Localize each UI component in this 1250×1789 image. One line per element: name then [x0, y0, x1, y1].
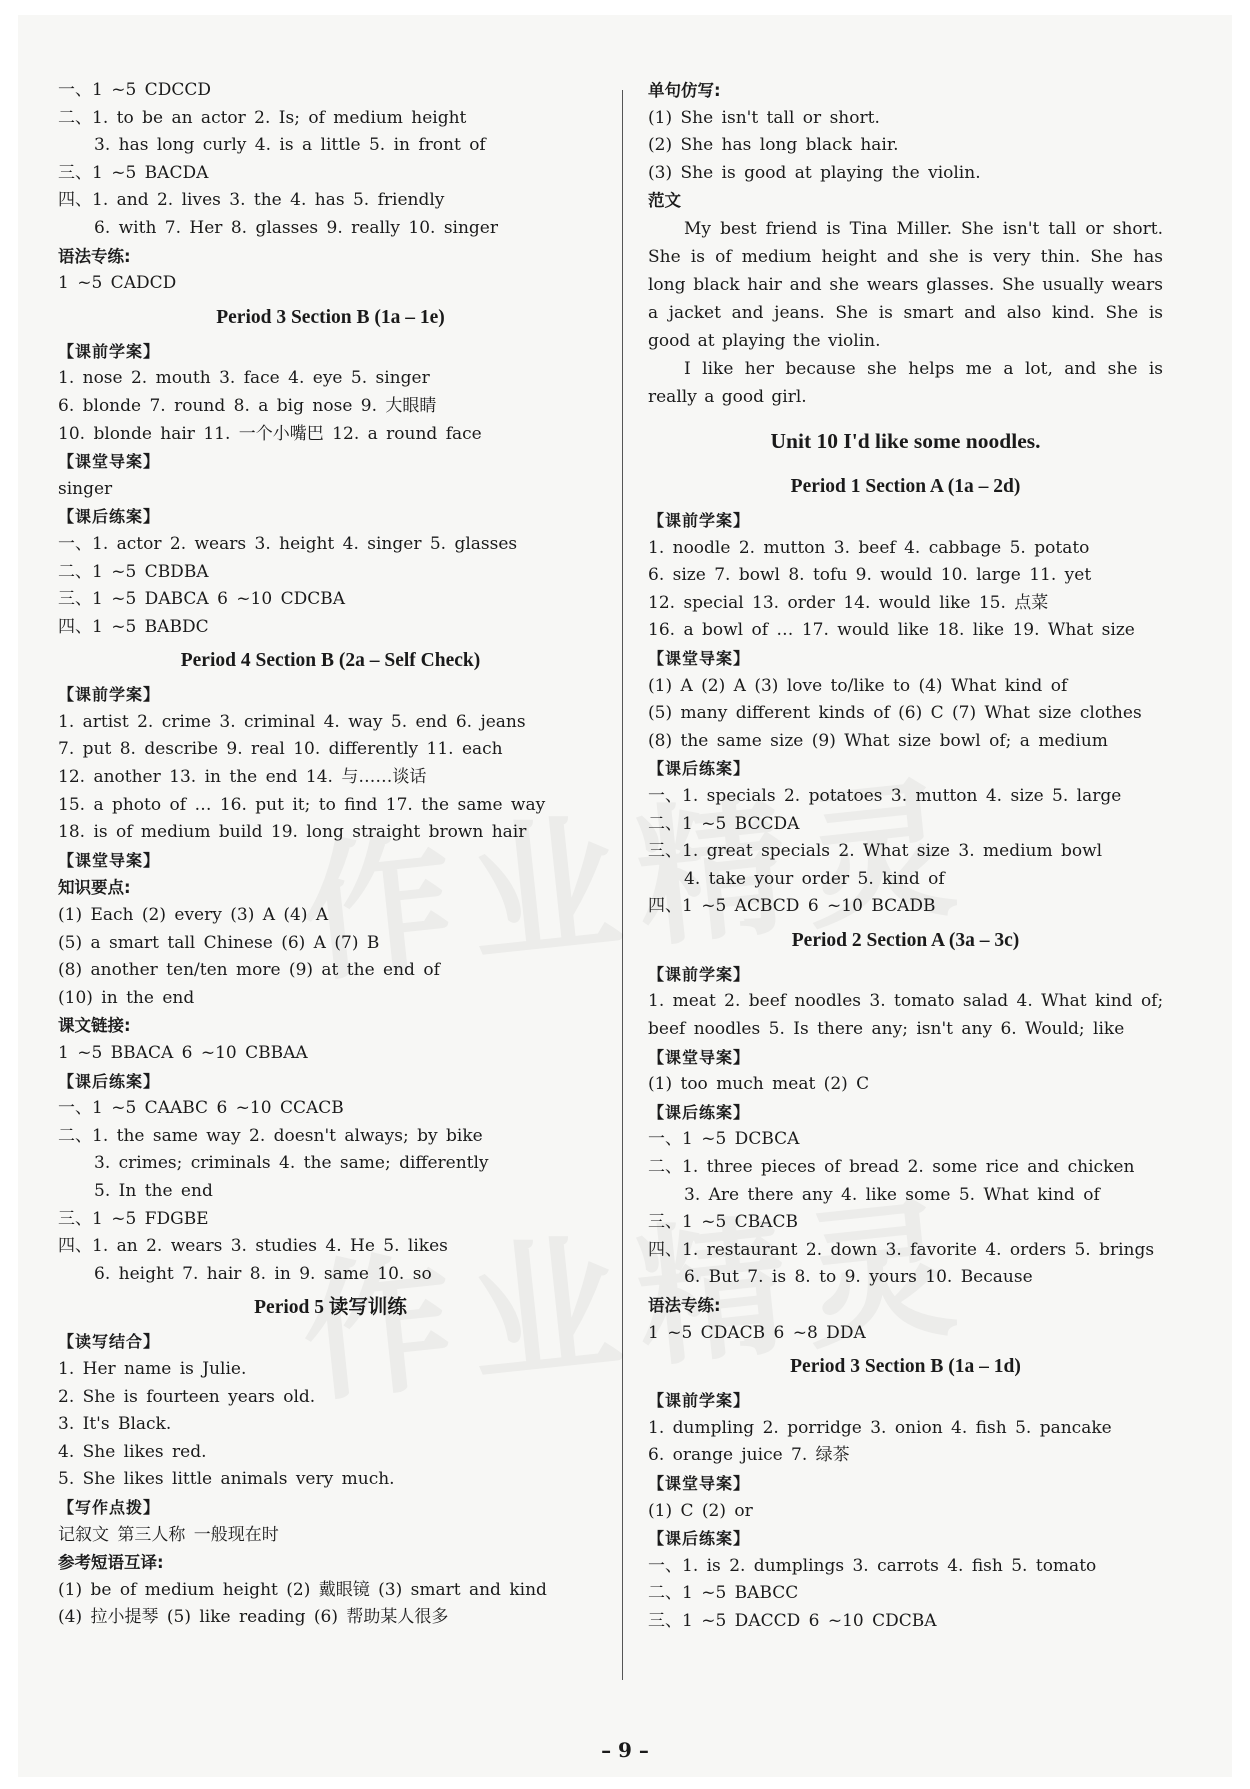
answer-line: 三、1 ~5 BACDA [58, 162, 209, 183]
section-label: 【课前学案】 [648, 510, 751, 530]
answer-line: 3. has long curly 4. is a little 5. in front of [94, 135, 486, 156]
answer-line: 二、1 ~5 BCCDA [648, 813, 800, 834]
answer-line: 16. a bowl of … 17. would like 18. like 19. What size [648, 620, 1135, 641]
answer-line: 一、1 ~5 CAABC 6 ~10 CCACB [58, 1098, 344, 1119]
answer-line: 二、1 ~5 CBDBA [58, 561, 209, 582]
answer-line: 12. special 13. order 14. would like 15. 点菜 [648, 592, 1049, 613]
answer-line: (2) She has long black hair. [648, 135, 899, 156]
answer-line: 一、1. is 2. dumplings 3. carrots 4. fish 5. tomato [648, 1555, 1097, 1576]
right-column [648, 77, 1163, 1636]
answer-line: 7. put 8. describe 9. real 10. differently 11. each [58, 739, 503, 760]
subsection-label: 知识要点: [58, 878, 131, 898]
answer-line: 3. Are there any 4. like some 5. What kind of [684, 1184, 1100, 1205]
section-label: 【课前学案】 [648, 1391, 751, 1411]
answer-line: (5) many different kinds of (6) C (7) What size clothes [648, 703, 1142, 724]
answer-line: 1. dumpling 2. porridge 3. onion 4. fish 5. pancake [648, 1417, 1112, 1438]
answer-line: 15. a photo of … 16. put it; to find 17. the same way [58, 794, 546, 815]
answer-line: (1) She isn't tall or short. [648, 107, 880, 128]
period-heading: Period 2 Section A (3a – 3c) [791, 929, 1020, 951]
answer-line: (3) She is good at playing the violin. [648, 162, 981, 183]
answer-line: 18. is of medium build 19. long straight brown hair [58, 822, 527, 843]
answer-line: (4) 拉小提琴 (5) like reading (6) 帮助某人很多 [58, 1607, 449, 1628]
answer-line: 四、1 ~5 BABDC [58, 616, 209, 637]
subsection-label: 课文链接: [58, 1016, 131, 1036]
answer-line: 一、1. actor 2. wears 3. height 4. singer 5. glasses [58, 533, 518, 554]
subsection-label: 语法专练: [648, 1296, 721, 1315]
answer-line: (8) the same size (9) What size bowl of; a medium [648, 730, 1108, 751]
period-heading: Period 5 读写训练 [254, 1297, 407, 1319]
answer-line: 1 ~5 CADCD [58, 273, 177, 294]
answer-line: beef noodles 5. Is there any; isn't any 6. Would; like [648, 1019, 1125, 1040]
answer-line: 3. It's Black. [58, 1414, 172, 1435]
unit-heading: Unit 10 I'd like some noodles. [770, 428, 1041, 453]
answer-line: singer [58, 478, 113, 499]
section-label: 【课堂导案】 [58, 452, 161, 472]
answer-line: 6. with 7. Her 8. glasses 9. really 10. singer [94, 217, 498, 238]
answer-line: 5. She likes little animals very much. [58, 1469, 395, 1490]
period-heading: Period 4 Section B (2a – Self Check) [180, 650, 481, 672]
section-label: 【课后练案】 [648, 1529, 751, 1549]
answer-page [18, 15, 1232, 1777]
answer-line: 10. blonde hair 11. 一个小嘴巴 12. a round face [58, 423, 482, 444]
answer-line: (1) A (2) A (3) love to/like to (4) What kind of [648, 675, 1068, 696]
answer-line: (5) a smart tall Chinese (6) A (7) B [58, 932, 380, 953]
section-label: 【课堂导案】 [58, 850, 161, 870]
answer-line: 四、1. restaurant 2. down 3. favorite 4. orders 5. brings [648, 1239, 1155, 1260]
period-heading: Period 1 Section A (1a – 2d) [790, 475, 1021, 497]
subsection-label: 语法专练: [58, 246, 131, 266]
answer-line: (8) another ten/ten more (9) at the end of [58, 960, 440, 981]
answer-line: 记叙文 第三人称 一般现在时 [58, 1524, 279, 1545]
answer-line: 四、1. an 2. wears 3. studies 4. He 5. likes [58, 1236, 448, 1257]
section-label: 【课堂导案】 [648, 1473, 751, 1493]
section-label: 【课后练案】 [648, 1102, 751, 1122]
answer-line: 三、1 ~5 DACCD 6 ~10 CDCBA [648, 1610, 937, 1631]
subsection-label: 单句仿写: [648, 81, 721, 100]
paragraph: I like her because she helps me a lot, and she is really a good girl. [648, 358, 1163, 407]
answer-line: (1) C (2) or [648, 1500, 753, 1521]
page-number: – 9 – [601, 1738, 649, 1762]
answer-line: 1. noodle 2. mutton 3. beef 4. cabbage 5. potato [648, 537, 1090, 558]
section-label: 【课堂导案】 [648, 1047, 751, 1067]
answer-line: 三、1 ~5 FDGBE [58, 1208, 209, 1229]
answer-line: 1 ~5 CDACB 6 ~8 DDA [648, 1322, 866, 1343]
column-divider [622, 90, 623, 1680]
answer-line: 一、1 ~5 DCBCA [648, 1129, 800, 1150]
answer-line: 1. artist 2. crime 3. criminal 4. way 5. end 6. jeans [58, 711, 526, 732]
answer-line: (10) in the end [58, 987, 195, 1008]
answer-line: 12. another 13. in the end 14. 与……谈话 [58, 767, 427, 788]
answer-line: 三、1. great specials 2. What size 3. medium bowl [648, 841, 1103, 862]
answer-line: 4. She likes red. [58, 1441, 207, 1462]
answer-line: 5. In the end [94, 1180, 213, 1201]
period-heading: Period 3 Section B (1a – 1e) [216, 306, 445, 328]
answer-line: 四、1. and 2. lives 3. the 4. has 5. friendly [58, 190, 445, 211]
answer-line: (1) be of medium height (2) 戴眼镜 (3) smart and kind [58, 1579, 547, 1600]
section-label: 【课后练案】 [58, 1071, 161, 1091]
paragraph: My best friend is Tina Miller. She isn't tall or short. She is of medium height and she is very thin. She has long black hair and she wears glasses. She usually wears a jacket and jeans. She is smart and also kind. She is good at playing the violin. [648, 218, 1163, 351]
answer-line: (1) Each (2) every (3) A (4) A [58, 905, 329, 926]
answer-line: 三、1 ~5 DABCA 6 ~10 CDCBA [58, 589, 345, 610]
answer-line: 二、1. three pieces of bread 2. some rice and chicken [648, 1157, 1135, 1178]
answer-line: 三、1 ~5 CBACB [648, 1212, 798, 1233]
subsection-label: 参考短语互译: [58, 1553, 164, 1573]
answer-line: 4. take your order 5. kind of [684, 868, 945, 889]
answer-line: 二、1. the same way 2. doesn't always; by bike [58, 1125, 483, 1146]
left-column [58, 77, 603, 1632]
section-label: 【课堂导案】 [648, 648, 751, 668]
section-label: 【课后练案】 [648, 759, 751, 779]
answer-line: 6. size 7. bowl 8. tofu 9. would 10. large 11. yet [648, 565, 1092, 586]
section-label: 【课后练案】 [58, 507, 161, 527]
answer-line: 6. height 7. hair 8. in 9. same 10. so [94, 1263, 432, 1284]
answer-line: 一、1 ~5 CDCCD [58, 80, 211, 100]
answer-line: 四、1 ~5 ACBCD 6 ~10 BCADB [648, 896, 936, 917]
answer-line: 二、1. to be an actor 2. Is; of medium height [58, 107, 467, 128]
answer-line: 二、1 ~5 BABCC [648, 1583, 799, 1604]
answer-line: 1. Her name is Julie. [58, 1358, 247, 1379]
answer-line: 3. crimes; criminals 4. the same; differently [94, 1153, 489, 1174]
period-heading: Period 3 Section B (1a – 1d) [790, 1356, 1021, 1378]
answer-line: 6. But 7. is 8. to 9. yours 10. Because [684, 1267, 1033, 1288]
answer-line: 6. blonde 7. round 8. a big nose 9. 大眼睛 [58, 395, 437, 416]
section-label: 【写作点拨】 [58, 1497, 161, 1517]
answer-line: 1. nose 2. mouth 3. face 4. eye 5. singer [58, 368, 430, 389]
section-label: 【课前学案】 [648, 964, 751, 984]
subsection-label: 范文 [648, 191, 681, 211]
answer-line: 1. meat 2. beef noodles 3. tomato salad 4. What kind of; [648, 991, 1164, 1012]
answer-line: (1) too much meat (2) C [648, 1074, 870, 1095]
section-label: 【课前学案】 [58, 341, 161, 361]
section-label: 【读写结合】 [58, 1332, 161, 1352]
answer-line: 6. orange juice 7. 绿茶 [648, 1445, 850, 1466]
answer-line: 1 ~5 BBACA 6 ~10 CBBAA [58, 1043, 308, 1063]
answer-line: 2. She is fourteen years old. [58, 1386, 316, 1407]
section-label: 【课前学案】 [58, 685, 161, 705]
answer-line: 一、1. specials 2. potatoes 3. mutton 4. size 5. large [648, 785, 1122, 806]
